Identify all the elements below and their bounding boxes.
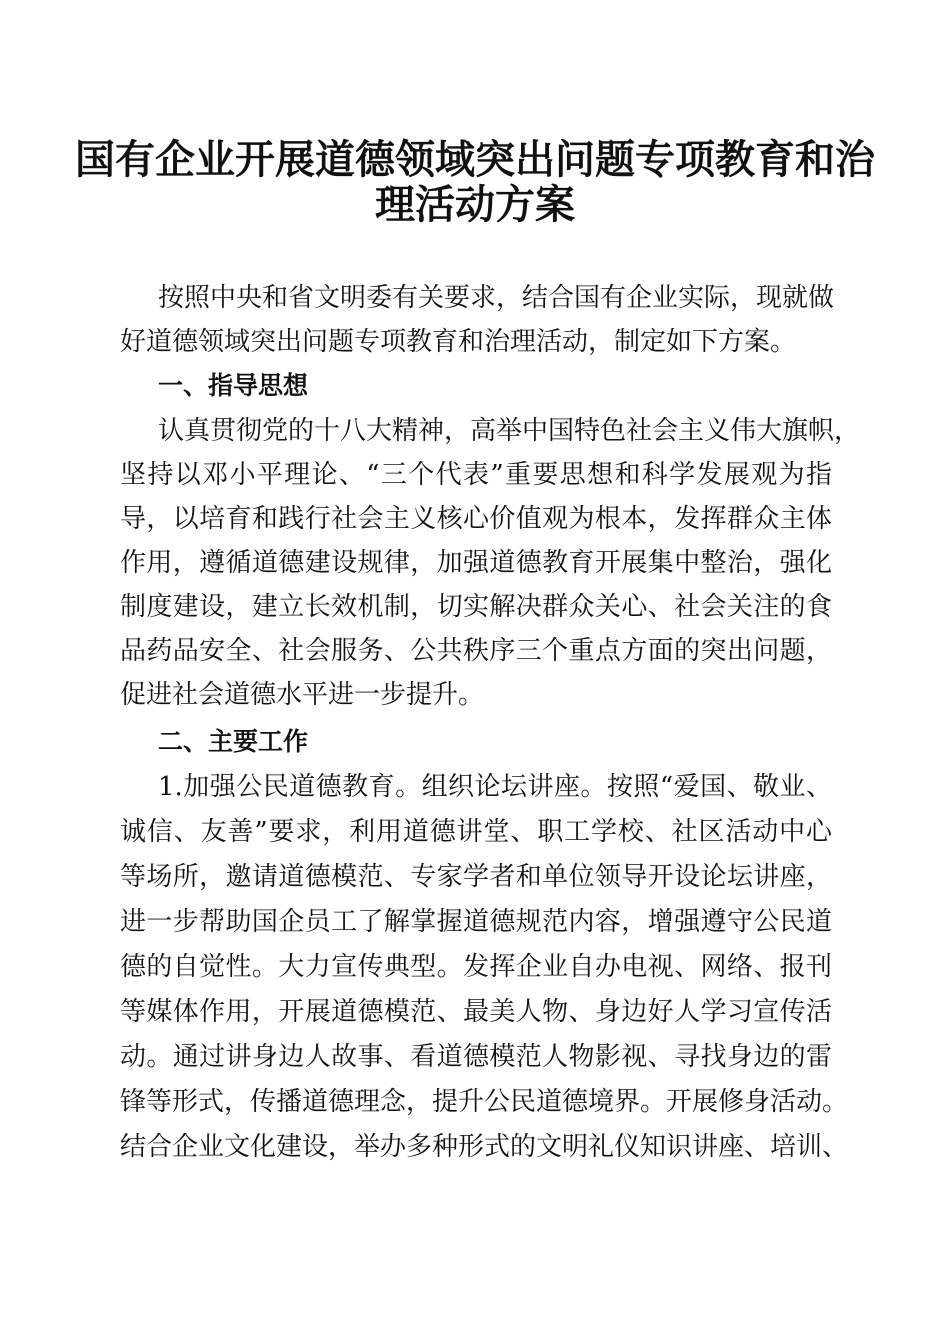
paragraph-line: 动。通过讲身边人故事、看道德模范人物影视、寻找身边的雷: [120, 1042, 832, 1072]
paragraph-line: 作用，遵循道德建设规律，加强道德教育开展集中整治，强化: [120, 548, 832, 578]
paragraph-line: 导，以培育和践行社会主义核心价值观为根本，发挥群众主体: [120, 504, 832, 534]
intro-line: 好道德领域突出问题专项教育和治理活动，制定如下方案。: [120, 327, 797, 357]
paragraph-line: 结合企业文化建设，举办多种形式的文明礼仪知识讲座、培训、: [120, 1132, 849, 1162]
paragraph-line: 1.加强公民道德教育。组织论坛讲座。按照“爱国、敬业、: [158, 772, 832, 802]
paragraph-line: 进一步帮助国企员工了解掌握道德规范内容，增强遵守公民道: [120, 907, 832, 937]
paragraph-line: 等媒体作用，开展道德模范、最美人物、身边好人学习宣传活: [120, 997, 832, 1027]
paragraph-line: 等场所，邀请道德模范、专家学者和单位领导开设论坛讲座，: [120, 862, 832, 892]
paragraph-line: 德的自觉性。大力宣传典型。发挥企业自办电视、网络、报刊: [120, 952, 832, 982]
paragraph-line: 诚信、友善”要求，利用道德讲堂、职工学校、社区活动中心: [120, 817, 832, 847]
paragraph-line: 坚持以邓小平理论、“三个代表”重要思想和科学发展观为指: [120, 460, 832, 490]
section-heading-main-work: 二、主要工作: [158, 727, 309, 756]
section-heading-guiding-thought: 一、指导思想: [158, 371, 309, 400]
document-title-line-1: 国有企业开展道德领域突出问题专项教育和治: [75, 136, 875, 183]
intro-line: 按照中央和省文明委有关要求，结合国有企业实际，现就做: [158, 283, 835, 313]
paragraph-line: 促进社会道德水平进一步提升。: [120, 680, 485, 710]
paragraph-line: 认真贯彻党的十八大精神，高举中国特色社会主义伟大旗帜，: [158, 416, 861, 446]
paragraph-line: 制度建设，建立长效机制，切实解决群众关心、社会关注的食: [120, 592, 832, 622]
paragraph-line: 品药品安全、社会服务、公共秩序三个重点方面的突出问题，: [120, 636, 832, 666]
document-title-line-2: 理活动方案: [375, 181, 575, 228]
paragraph-line: 锋等形式，传播道德理念，提升公民道德境界。开展修身活动。: [120, 1087, 849, 1117]
